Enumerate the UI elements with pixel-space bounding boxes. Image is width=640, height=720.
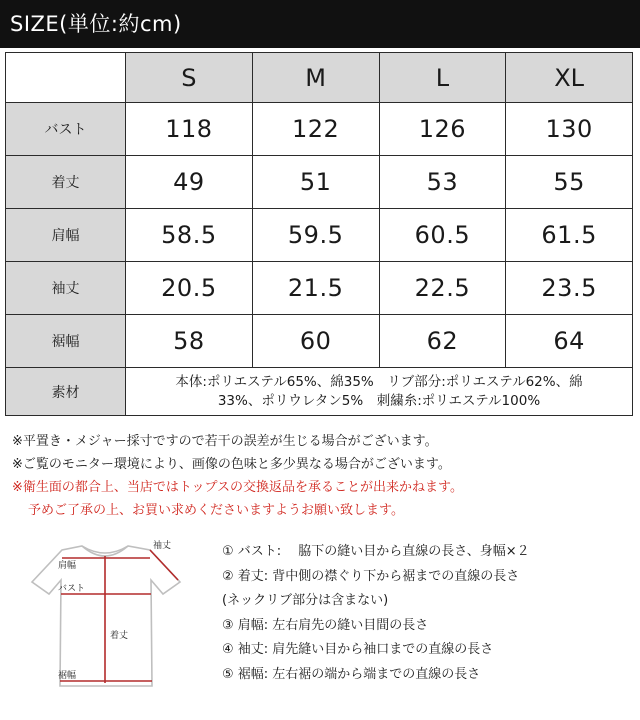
cell-shoulder-xl: 61.5 <box>506 209 633 262</box>
cell-shoulder-l: 60.5 <box>379 209 506 262</box>
page-title: SIZE(単位:約cm) <box>0 0 640 48</box>
cell-hem-xl: 64 <box>506 315 633 368</box>
cell-hem-l: 62 <box>379 315 506 368</box>
cell-hem-m: 60 <box>252 315 379 368</box>
material-line-1: 本体:ポリエステル65%、綿35% リブ部分:ポリエステル62%、綿 <box>175 373 583 390</box>
cell-hem-s: 58 <box>126 315 253 368</box>
row-label-material: 素材 <box>6 368 126 416</box>
cell-sleeve-l: 22.5 <box>379 262 506 315</box>
legend-hem: ⑤ 裾幅: 左右裾の端から端までの直線の長さ <box>222 666 481 682</box>
table-row-material <box>6 368 633 416</box>
cell-length-s: 49 <box>126 156 253 209</box>
tshirt-outline <box>32 546 180 686</box>
cell-sleeve-m: 21.5 <box>252 262 379 315</box>
cell-bust-l: 126 <box>379 103 506 156</box>
legend-length: ② 着丈: 背中側の襟ぐり下から裾までの直線の長さ <box>222 568 520 584</box>
table-row-length <box>6 156 633 209</box>
cell-bust-xl: 130 <box>506 103 633 156</box>
row-label-sleeve: 袖丈 <box>6 262 126 315</box>
diagram-label-hem: 裾幅 <box>58 671 77 681</box>
material-cell <box>126 368 633 416</box>
note-monitor-color: ※ご覧のモニター環境により、画像の色味と多少異なる場合がございます。 <box>12 457 451 472</box>
legend-sleeve: ④ 袖丈: 肩先縫い目から袖口までの直線の長さ <box>222 642 494 657</box>
table-row-bust <box>6 103 633 156</box>
size-header-xl: XL <box>506 53 633 103</box>
row-label-hem: 裾幅 <box>6 315 126 368</box>
cell-length-m: 51 <box>252 156 379 209</box>
cell-bust-m: 122 <box>252 103 379 156</box>
table-row-shoulder <box>6 209 633 262</box>
diagram-label-sleeve: 袖丈 <box>153 541 172 551</box>
legend-shoulder: ③ 肩幅: 左右肩先の縫い目間の長さ <box>222 617 429 633</box>
diagram-label-shoulder: 肩幅 <box>58 561 77 571</box>
size-header-s: S <box>126 53 253 103</box>
cell-length-l: 53 <box>379 156 506 209</box>
diagram-label-bust: バスト <box>58 584 86 594</box>
material-line-2: 33%、ポリウレタン5% 刺繍糸:ポリエステル100% <box>217 392 541 409</box>
size-table <box>5 52 633 416</box>
legend-bust: ① バスト: 脇下の縫い目から直線の長さ、身幅×２ <box>222 544 530 559</box>
cell-bust-s: 118 <box>126 103 253 156</box>
note-acknowledgement: 予めご了承の上、お買い求めくださいますようお願い致します。 <box>28 503 404 518</box>
cell-shoulder-m: 59.5 <box>252 209 379 262</box>
tshirt-measurement-diagram <box>18 536 193 696</box>
cell-sleeve-xl: 23.5 <box>506 262 633 315</box>
row-label-length: 着丈 <box>6 156 126 209</box>
legend-length-note: (ネックリブ部分は含まない) <box>222 593 389 608</box>
size-header-l: L <box>379 53 506 103</box>
row-label-shoulder: 肩幅 <box>6 209 126 262</box>
size-header-m: M <box>252 53 379 103</box>
note-no-returns: ※衛生面の都合上、当店ではトップスの交換返品を承ることが出来かねます。 <box>12 480 463 495</box>
row-label-bust: バスト <box>6 103 126 156</box>
cell-sleeve-s: 20.5 <box>126 262 253 315</box>
table-row-hem <box>6 315 633 368</box>
notes-section <box>12 430 632 522</box>
diagram-label-length: 着丈 <box>110 631 129 641</box>
note-measurement-error: ※平置き・メジャー採寸ですので若干の誤差が生じる場合がございます。 <box>12 434 438 449</box>
size-header-row <box>6 53 633 103</box>
measurement-legend <box>222 540 632 687</box>
table-corner-cell <box>6 53 126 103</box>
cell-length-xl: 55 <box>506 156 633 209</box>
table-row-sleeve <box>6 262 633 315</box>
cell-shoulder-s: 58.5 <box>126 209 253 262</box>
